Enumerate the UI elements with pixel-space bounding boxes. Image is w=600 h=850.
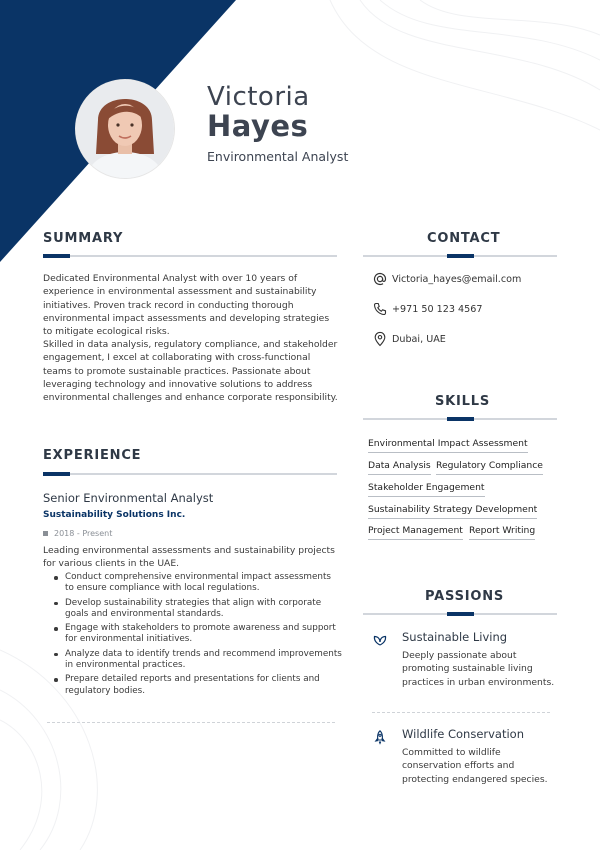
passion-description: Committed to wildlife conservation efforts and protecting endangered species. bbox=[402, 747, 548, 785]
experience-company: Sustainability Solutions Inc. bbox=[43, 510, 186, 520]
contact-rule-accent bbox=[447, 254, 474, 258]
date-marker-icon bbox=[43, 531, 48, 536]
last-name: Hayes bbox=[207, 109, 309, 143]
contact-email[interactable]: Victoria_hayes@email.com bbox=[392, 273, 522, 285]
contact-heading: CONTACT bbox=[427, 231, 501, 246]
passions-divider bbox=[372, 712, 550, 713]
passions-rule-accent bbox=[447, 612, 474, 616]
passion-title: Sustainable Living bbox=[402, 630, 508, 644]
experience-bullet: Conduct comprehensive environmental impact assessments to ensure compliance with local regulations. bbox=[52, 572, 342, 595]
contact-location-row bbox=[372, 331, 446, 347]
passion-title: Wildlife Conservation bbox=[402, 727, 525, 741]
experience-heading: EXPERIENCE bbox=[43, 448, 142, 463]
passions-heading: PASSIONS bbox=[425, 589, 505, 604]
experience-bullet: Develop sustainability strategies that align with corporate goals and environmental standards. bbox=[52, 598, 342, 621]
skill-tag: Report Writing bbox=[469, 525, 535, 540]
passion-description: Deeply passionate about promoting sustainable living practices in urban environments. bbox=[402, 650, 555, 688]
skill-tag: Sustainability Strategy Development bbox=[368, 504, 537, 519]
experience-rule-accent bbox=[43, 472, 70, 476]
phone-icon bbox=[372, 301, 388, 317]
contact-phone: +971 50 123 4567 bbox=[392, 303, 483, 315]
experience-bullet: Prepare detailed reports and presentations for clients and regulatory bodies. bbox=[52, 674, 342, 697]
skill-tag: Project Management bbox=[368, 525, 463, 540]
skill-tag: Regulatory Compliance bbox=[436, 460, 543, 475]
summary-paragraph-2: Skilled in data analysis, regulatory compliance, and stakeholder engagement, I excel at collaborating with cross-functional teams to promote sustainable practices. Passionate about leveraging technology and innovative solutions to address environmental challenges and enhance corporate responsibility. bbox=[43, 339, 338, 404]
experience-description: Leading environmental assessments and sustainability projects for various clients in the UAE. bbox=[43, 545, 335, 570]
experience-bullet-list bbox=[52, 572, 342, 700]
experience-dates: 2018 - Present bbox=[54, 529, 113, 538]
summary-rule-accent bbox=[43, 254, 70, 258]
contact-location: Dubai, UAE bbox=[392, 333, 446, 345]
summary-heading: SUMMARY bbox=[43, 231, 124, 246]
summary-rule bbox=[43, 255, 337, 257]
first-name: Victoria bbox=[207, 82, 310, 112]
experience-divider bbox=[47, 722, 335, 723]
profile-photo bbox=[76, 80, 174, 178]
at-icon bbox=[372, 271, 388, 287]
skill-tag: Data Analysis bbox=[368, 460, 431, 475]
experience-bullet: Engage with stakeholders to promote awareness and support for environmental initiatives. bbox=[52, 623, 342, 646]
experience-rule bbox=[43, 473, 337, 475]
rocket-icon bbox=[372, 729, 388, 745]
location-pin-icon bbox=[372, 331, 388, 347]
summary-paragraph-1: Dedicated Environmental Analyst with over 10 years of experience in environmental assessment and sustainability initiatives. Proven track record in conducting thorough environmental impact assessments and developing strategies to mitigate ecological risks. bbox=[43, 273, 330, 338]
contact-phone-row bbox=[372, 301, 482, 317]
skill-tag: Stakeholder Engagement bbox=[368, 482, 485, 497]
experience-job-title: Senior Environmental Analyst bbox=[43, 491, 214, 505]
leaf-icon bbox=[372, 632, 388, 648]
skills-heading: SKILLS bbox=[435, 394, 491, 409]
skills-rule-accent bbox=[447, 417, 474, 421]
contact-email-row bbox=[372, 271, 521, 287]
experience-bullet: Analyze data to identify trends and recommend improvements in environmental practices. bbox=[52, 649, 342, 672]
job-title: Environmental Analyst bbox=[207, 149, 349, 164]
skill-tag: Environmental Impact Assessment bbox=[368, 438, 528, 453]
experience-dates-row bbox=[43, 529, 112, 538]
